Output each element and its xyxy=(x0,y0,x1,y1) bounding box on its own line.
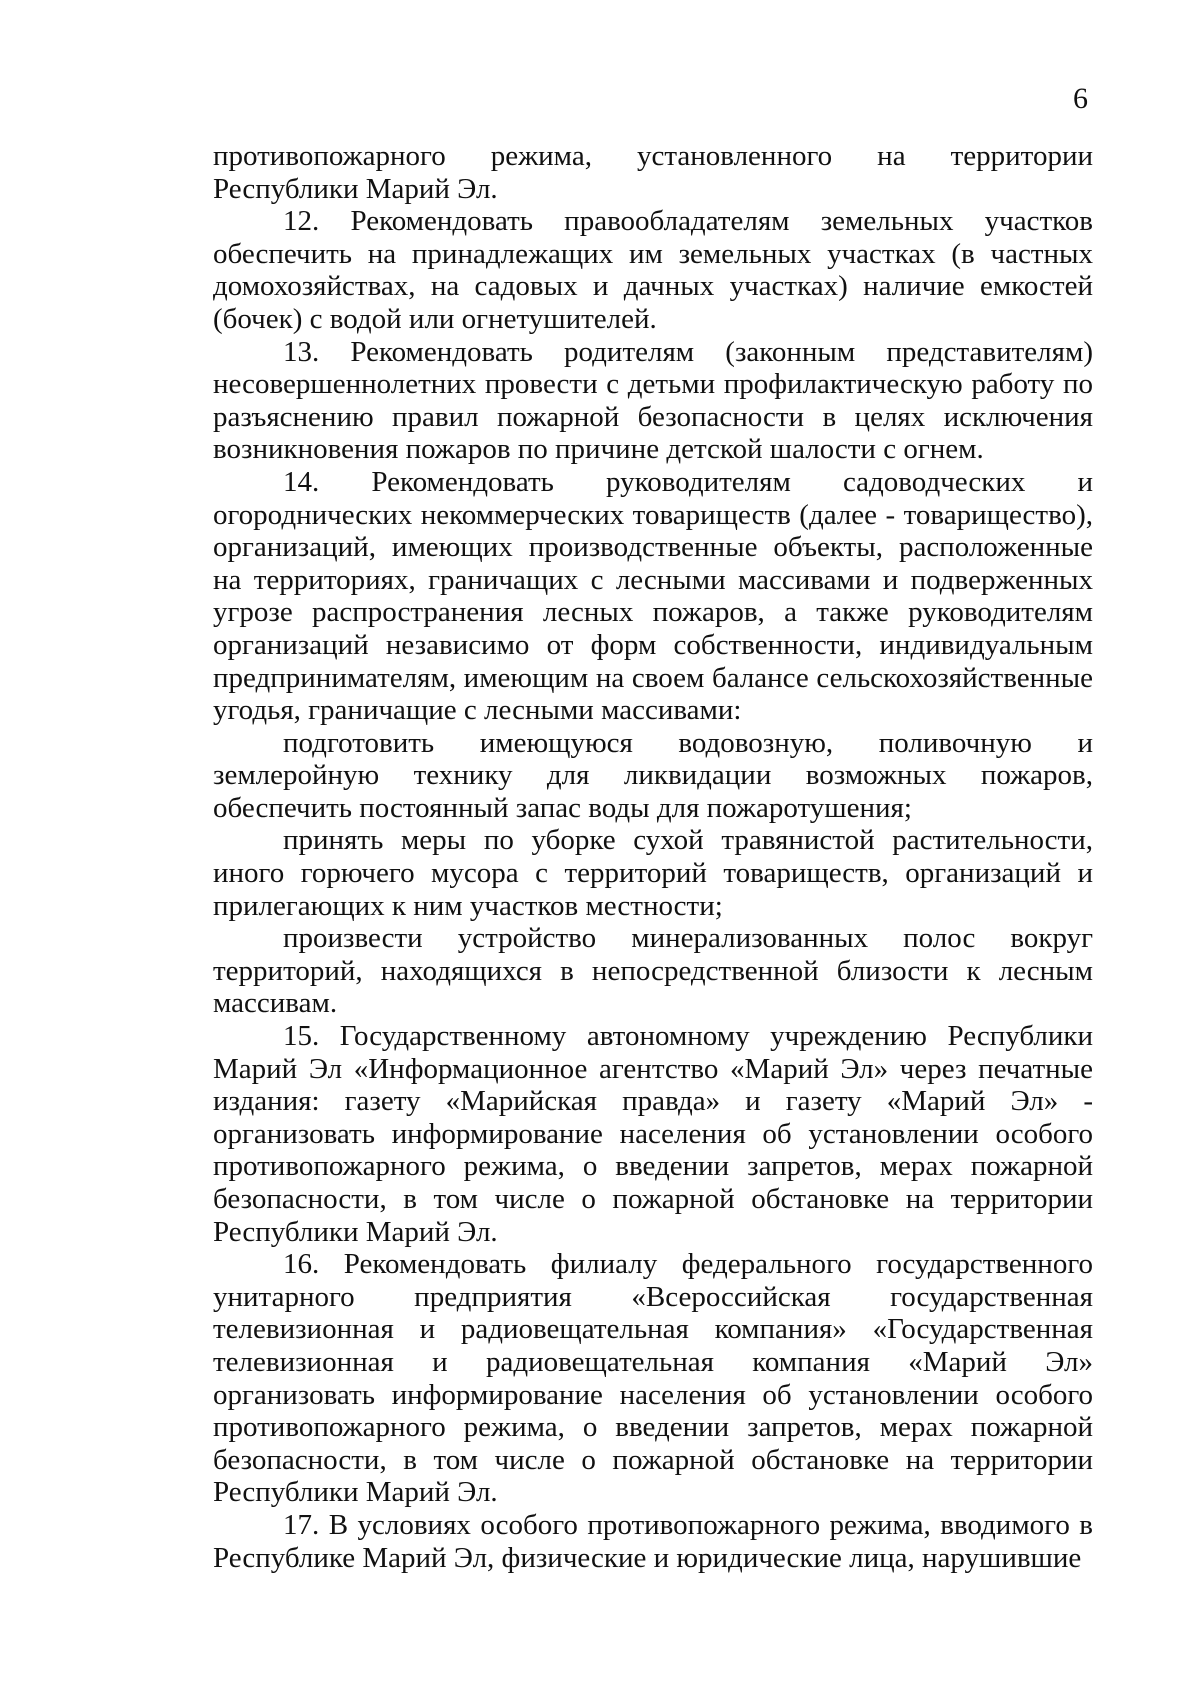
paragraph-continuation: противопожарного режима, установленного на территории Республики Марий Эл. xyxy=(213,140,1093,205)
paragraph-item-13: 13. Рекомендовать родителям (законным представителям) несовершеннолетних провести с детьми профилактическую работу по разъяснению правил пожарной безопасности в целях исключения возникновения пожаров по причине детской шалости с огнем. xyxy=(213,335,1093,466)
paragraph-item-15: 15. Государственному автономному учреждению Республики Марий Эл «Информационное агентство «Марий Эл» через печатные издания: газету «Марийская правда» и газету «Марий Эл» - организовать информирование населения об установлении особого противопожарного режима, о введении запретов, мерах пожарной безопасности, в том числе о пожарной обстановке на территории Республики Марий Эл. xyxy=(213,1020,1093,1248)
paragraph-item-17: 17. В условиях особого противопожарного режима, вводимого в Республике Марий Эл, физические и юридические лица, нарушившие xyxy=(213,1508,1093,1574)
page-number: 6 xyxy=(1073,82,1088,115)
paragraph-subitem-equipment: подготовить имеющуюся водовозную, поливочную и землеройную технику для ликвидации возможных пожаров, обеспечить постоянный запас воды для пожаротушения; xyxy=(213,726,1093,824)
paragraph-item-14: 14. Рекомендовать руководителям садоводческих и огороднических некоммерческих товариществ (далее - товарищество), организаций, имеющих производственные объекты, расположенные на территориях, граничащих с лесными массивами и подверженных угрозе распространения лесных пожаров, а также руководителям организаций независимо от форм собственности, индивидуальным предпринимателям, имеющим на своем балансе сельскохозяйственные угодья, граничащие с лесными массивами: xyxy=(213,465,1093,727)
paragraph-subitem-firebreaks: произвести устройство минерализованных полос вокруг территорий, находящихся в непосредственной близости к лесным массивам. xyxy=(213,922,1093,1020)
paragraph-subitem-cleanup: принять меры по уборке сухой травянистой растительности, иного горючего мусора с территорий товариществ, организаций и прилегающих к ним участков местности; xyxy=(213,824,1093,922)
document-body xyxy=(213,140,1093,1574)
paragraph-item-12: 12. Рекомендовать правообладателям земельных участков обеспечить на принадлежащих им земельных участках (в частных домохозяйствах, на садовых и дачных участках) наличие емкостей (бочек) с водой или огнетушителей. xyxy=(213,205,1093,335)
paragraph-item-16: 16. Рекомендовать филиалу федерального государственного унитарного предприятия «Всероссийская государственная телевизионная и радиовещательная компания» «Государственная телевизионная и радиовещательная компания «Марий Эл» организовать информирование населения об установлении особого противопожарного режима, о введении запретов, мерах пожарной безопасности, в том числе о пожарной обстановке на территории Республики Марий Эл. xyxy=(213,1248,1093,1509)
